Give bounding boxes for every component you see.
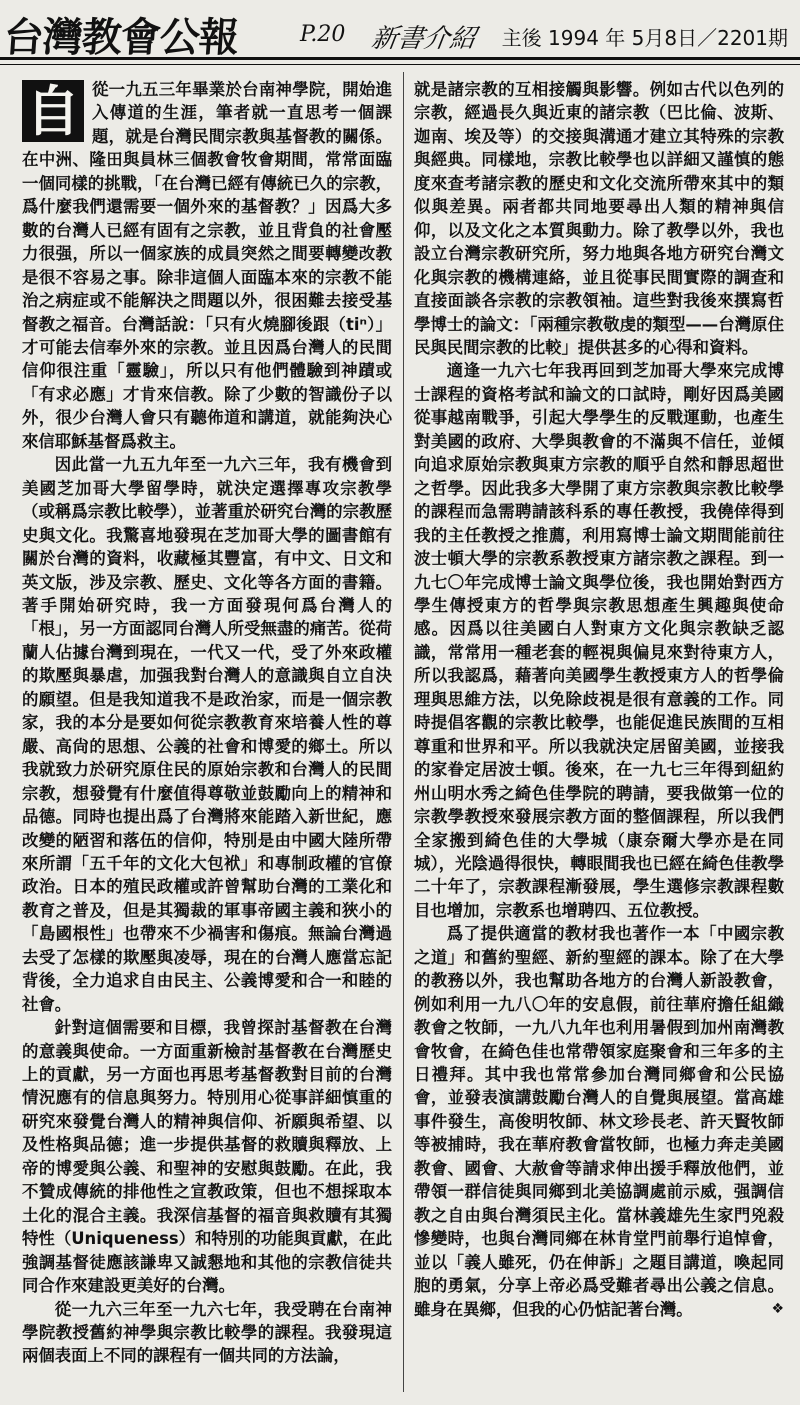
masthead-rule	[0, 64, 800, 65]
article-paragraph	[22, 78, 392, 453]
paragraph-text: 從一九五三年畢業於台南神學院，開始進入傳道的生涯，筆者就一直思考一個課題，就是台灣民間宗教與基督教的關係。在中洲、隆田與員林三個教會牧會期間，常常面臨一個同樣的挑戰，「在台灣已經有傳統已久的宗教，爲什麼我們還需要一個外來的基督教？」因爲大多數的台灣人已經有固有之宗教，並且背負的社會壓力很强，所以一個家族的成員突然之間要轉變改教是很不容易之事。除非這個人面臨本來的宗教不能治之病症或不能解決之問題以外，很困難去接受基督教之福音。台灣話說：「只有火燒腳後跟（tiⁿ）」才可能去信奉外來的宗教。並且因爲台灣人的民間信仰很注重「靈驗」，所以只有他們體驗到神蹟或「有求必應」才肯來信教。除了少數的智識份子以外，很少台灣人會只有聽佈道和講道，就能夠決心來信耶穌基督爲救主。	[22, 80, 392, 451]
newspaper-title: 台灣教會公報	[2, 14, 240, 61]
drop-cap: 自	[22, 80, 84, 142]
article-paragraph: 從一九六三年至一九六七年，我受聘在台南神學院教授舊約神學與宗教比較學的課程。我發現這兩個表面上不同的課程有一個共同的方法論，	[22, 1299, 392, 1366]
paragraph-text: 爲了提供適當的教材我也著作一本「中國宗教之道」和舊約聖經、新約聖經的課本。除了在大學的教務以外，我也幫助各地方的台灣人新設教會，例如利用一九八〇年的安息假，前往華府擔任組織教會之牧師，一九八九年也利用暑假到加州南灣教會牧會，在綺色佳也常帶領家庭聚會和三年多的主日禮拜。其中我也常常參加台灣同鄉會和公民協會，並發表演講鼓勵台灣人的自覺與展望。當高雄事件發生，高俊明牧師、林文珍長老、許天賢牧師等被捕時，我在華府教會當牧師，也極力奔走美國教會、國會、大赦會等請求伸出援手釋放他們，並帶領一群信徒與同鄉到北美協調處前示威，强調信教之自由與台灣須民主化。當林義雄先生家門兇殺慘變時，也與台灣同鄉在林肯堂門前舉行追悼會，並以「義人雖死，仍在伸訴」之題目講道，喚起同胞的勇氣，分享上帝必爲受難者尋出公義之信息。雖身在異鄉，但我的心仍惦記著台灣。	[414, 924, 784, 1319]
page-number: P.20	[300, 22, 346, 47]
end-mark-icon: ❖	[771, 1300, 784, 1317]
article-paragraph: 適逢一九六七年我再回到芝加哥大學來完成博士課程的資格考試和論文的口試時，剛好因爲美國從事越南戰爭，引起大學學生的反戰運動，也產生對美國的政府、大學與教會的不滿與不信任，並傾向追求原始宗教與東方宗教的順乎自然和靜思超世之哲學。因此我多大學開了東方宗教與宗教比較學的課程而急需聘請該科系的專任教授，我僥倖得到我的主任教授之推薦，利用寫博士論文期間能前往波士頓大學的宗教系教授東方諸宗教之課程。到一九七〇年完成博士論文與學位後，我也開始對西方學生傳授東方的哲學與宗教思想產生興趣與使命感。因爲以往美國白人對東方文化與宗教缺乏認識，常常用一種老套的輕視與偏見來對待東方人，所以我認爲，藉著向美國學生教授東方人的哲學倫理與思維方法，以免除歧視是很有意義的工作。同時提倡客觀的宗教比較學，也能促進民族間的互相尊重和世界和平。所以我就決定居留美國，並接我的家眷定居波士頓。後來，在一九七三年得到紐約州山明水秀之綺色佳學院的聘請，要我做第一位的宗教學教授來發展宗教方面的整個課程，所以我們全家搬到綺色佳的大學城（康奈爾大學亦是在同城），光陰過得很快，轉眼間我也已經在綺色佳教學二十年了，宗教課程漸發展，學生選修宗教課程數目也增加，宗教系也增聘四、五位教授。	[414, 361, 784, 920]
article-paragraph: 因此當一九五九年至一九六三年，我有機會到美國芝加哥大學留學時，就決定選擇專攻宗教學（或稱爲宗教比較學），並著重於研究台灣的宗教歷史與文化。我驚喜地發現在芝加哥大學的圖書館有關於台灣的資料，收藏極其豐富，有中文、日文和英文版，涉及宗教、歷史、文化等各方面的書籍。著手開始研究時，我一方面發現何爲台灣人的「根」，另一方面認同台灣人所受無盡的痛苦。從荷蘭人佔據台灣到現在，一代又一代，受了外來政權的欺壓與暴虐，加强我對台灣人的意識與自立自決的願望。但是我知道我不是政治家，而是一個宗教家，我的本分是要如何從宗教教育來培養人性的尊嚴、高尙的思想、公義的社會和博愛的鄉土。所以我就致力於研究原住民的原始宗教和台灣人的民間宗教，想發覺有什麼值得尊敬並鼓勵向上的精神和品德。同時也提出爲了台灣將來能踏入新世紀，應改變的陋習和落伍的信仰，特別是由中國大陸所帶來所謂「五千年的文化大包袱」和專制政權的官僚政治。日本的殖民政權或許曾幫助台灣的工業化和教育之普及，但是其獨裁的軍事帝國主義和狹小的「島國根性」也帶來不少禍害和傷痕。無論台灣過去受了怎樣的欺壓與凌辱，現在的台灣人應當忘記背後，全力追求自由民主、公義博愛和合一和睦的社會。	[22, 455, 392, 1014]
issue-date: 主後 1994 年 5月8日／2201期	[501, 26, 788, 50]
article-paragraph: 針對這個需要和目標，我曾探討基督教在台灣的意義與使命。一方面重新檢討基督教在台灣歷史上的貢獻，另一方面也再思考基督教對目前的台灣情況應有的信息與努力。特別用心從事詳細慎重的研究來發覺台灣人的精神與信仰、祈願與希望、以及性格與品德；進一步提供基督的救贖與釋放、上帝的博愛與公義、和聖神的安慰與鼓勵。在此，我不贊成傳統的排他性之宣教政策，但也不想採取本土化的混合主義。我深信基督的福音與救贖有其獨特性（Uniqueness）和特別的功能與貢獻，在此強調基督徒應該謙卑又誠懇地和其他的宗教信徒共同合作來建設更美好的台灣。	[22, 1018, 392, 1296]
article-paragraph: 就是諸宗教的互相接觸與影響。例如古代以色列的宗教，經過長久與近東的諸宗教（巴比倫、波斯、迦南、埃及等）的交接與溝通才建立其特殊的宗教與經典。同樣地，宗教比較學也以詳細又謹慎的態度來查考諸宗教的歷史和文化交流所帶來其中的類似與差異。兩者都共同地要尋出人類的精神與信仰，以及文化之本質與動力。除了教學以外，我也設立台灣宗教研究所，努力地與各地方研究台灣文化與宗教的機構連絡，並且從事民間實際的調查和直接面談各宗教的宗教領袖。這些對我後來撰寫哲學博士的論文：「兩種宗教敬虔的類型——台灣原住民與民間宗教的比較」提供甚多的心得和資料。	[414, 80, 784, 357]
article-column-left	[22, 78, 392, 1368]
masthead	[0, 0, 800, 60]
article-paragraph	[414, 922, 784, 1321]
column-divider	[403, 72, 404, 1392]
section-name: 新書介紹	[369, 24, 478, 54]
article-column-right	[414, 78, 784, 1321]
